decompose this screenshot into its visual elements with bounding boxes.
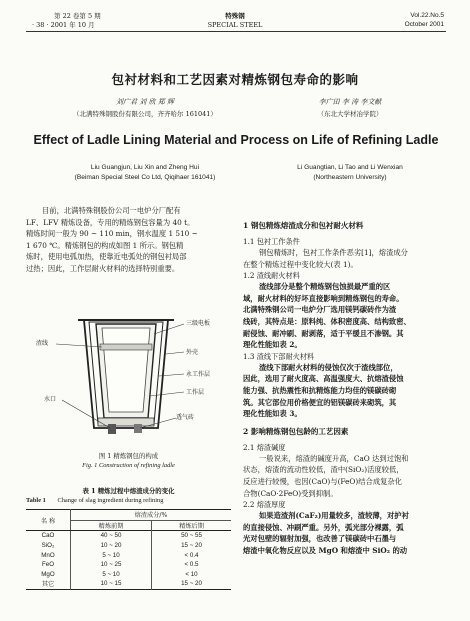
affiliation-cn-left: （北满特殊钢股份有限公司，齐齐哈尔 161041） (73, 110, 217, 118)
text-line: 因此，选用了耐火度高、高温强度大、抗熔渣侵蚀 (243, 374, 404, 384)
label-slag-line: 渣线 (36, 340, 49, 347)
table-header-row (26, 510, 231, 521)
section-1-3-body (243, 362, 446, 420)
text-line: 过热；因此，工作层耐火材料的选择特别重要。 (26, 263, 180, 273)
cell-component: FeO (26, 560, 71, 570)
text-line: 北满特殊钢公司一电炉分厂选用镁钙碳砖作为渣 (243, 305, 397, 315)
label-outer-shell: 外壳 (186, 349, 199, 356)
table-row (26, 560, 231, 570)
text-line: 光对包壁的辐射加强，也改善了镁碳砖中石墨与 (243, 534, 397, 544)
text-line: LF、LFV 精炼设备，专用的精炼钢包容量为 40 t。 (26, 217, 195, 227)
cell-component: CaO (26, 531, 71, 541)
leader-three-level (154, 324, 184, 334)
table-caption-label: Table 1 (26, 497, 46, 504)
table-caption-en (26, 497, 231, 505)
cell-before: 10 ~ 15 (71, 579, 152, 589)
header-rule (26, 31, 446, 32)
section-1-1-heading: 1.1 包衬工作条件 (243, 237, 300, 246)
text-line: 筑。其它部位用价格便宜的铝镁碳砖来砌筑，其 (243, 397, 397, 407)
col-header-before: 精炼前期 (71, 520, 152, 531)
title-en: Effect of Ladle Lining Material and Process on Life of Refining Ladle (33, 133, 439, 147)
table-caption-text: Change of slag ingredient during refining (57, 497, 164, 504)
table-row (26, 541, 231, 551)
text-line: 反应进行较慢，也因(CaO)与(FeO)结合成复杂化 (243, 476, 403, 486)
text-line: 合物(CaO·2FeO)受到抑制。 (243, 488, 338, 498)
figure-caption-cn: 图 1 精炼钢包的构成 (98, 452, 159, 460)
slag-composition-table (26, 509, 231, 590)
cell-before: 10 ~ 25 (71, 560, 152, 570)
label-three-level-brick: 三级电板 (186, 320, 211, 327)
text-line: 渣线部分是整个精炼钢包蚀损最严重的区 (259, 282, 391, 292)
text-line: 能力强、抗热震性和抗精炼能力均佳的镁碳砖砌 (243, 385, 397, 395)
label-permanent-layer: 永工作层 (186, 371, 211, 378)
ladle-cavity (102, 328, 150, 412)
section-2-2-body (243, 510, 446, 556)
breathable-brick-block (134, 424, 142, 433)
section-1-2-heading: 1.2 渣线耐火材料 (243, 271, 300, 281)
table-row (26, 531, 231, 541)
issue-date: October 2001 (404, 21, 444, 28)
page-number-date: · 38 · 2001 年 10 月 (32, 21, 95, 29)
text-line: 渣线下部耐火材料的侵蚀仅次于渣线部位， (259, 362, 398, 372)
journal-name-cn: 特殊钢 (225, 12, 245, 20)
cell-component: MgO (26, 570, 71, 580)
text-line: 的直接侵蚀、冲刷严重。另外，弧光部分裸露，弧 (243, 522, 404, 532)
section-2-2-heading: 2.2 熔渣厚度 (243, 500, 286, 510)
cell-component: MnO (26, 550, 71, 560)
text-line: 一般说来，熔渣的碱度升高，CaO 达到过饱和 (259, 453, 409, 463)
volume-number: Vol.22.No.5 (410, 12, 444, 19)
section-1-2-body (243, 281, 446, 351)
authors-cn-left: 刘广君 刘 欣 郑 辉 (116, 98, 174, 106)
label-working-layer: 工作层 (186, 389, 205, 396)
affiliation-cn-right: （东北大学材冶学院） (317, 110, 383, 118)
text-line: 域，耐火材料的好坏直接影响到精炼钢包的寿命。 (243, 293, 404, 303)
authors-cn-right: 李广田 李 涛 李文献 (318, 98, 382, 106)
intro-paragraph (26, 205, 229, 275)
label-breathable-brick: 透气砖 (176, 414, 195, 421)
slag-line-band (100, 344, 152, 350)
cell-after: 50 ~ 55 (181, 532, 202, 540)
journal-issue: 第 22 卷第 5 期 (54, 12, 101, 20)
cell-after: 15 ~ 20 (181, 580, 202, 588)
col-header-after: 精炼后期 (179, 522, 204, 530)
table-row (26, 570, 231, 580)
title-cn: 包衬材料和工艺因素对精炼钢包寿命的影响 (111, 72, 359, 87)
text-line: 理化性能如表 3。 (243, 409, 302, 419)
text-line: 熔渣中氧化物反应以及 MgO 和熔渣中 SiO₂ 的动 (243, 545, 408, 555)
cell-after: < 10 (185, 570, 198, 578)
cell-before: 40 ~ 50 (71, 531, 152, 541)
section-1-3-heading: 1.3 渣线下部耐火材料 (243, 351, 315, 361)
section-1-heading: 1 钢包精炼熔渣成分和包衬耐火材料 (243, 221, 364, 230)
leader-working-layer (150, 392, 184, 396)
text-line: 状态，熔渣的流动性较低，渣中(SiO₂)活度较低， (243, 465, 404, 475)
cell-after: < 0.4 (184, 551, 199, 559)
table-caption-cn: 表 1 精炼过程中熔渣成分的变化 (82, 487, 175, 495)
authors-en-right: Li Guangtian, Li Tao and Li Wenxian (297, 164, 403, 171)
text-line: 线砖，其特点是：原料纯、体积密度高、结构致密、 (243, 316, 411, 326)
table-row (26, 550, 231, 560)
leader-outer-shell (166, 352, 184, 354)
section-2-heading: 2 影响精炼钢包包龄的工艺因素 (243, 426, 349, 436)
col-header-name: 名 称 (26, 510, 71, 531)
text-line: 1 670 ℃。精炼钢包的构成如图 1 所示。钢包精 (26, 240, 184, 250)
text-line: 钢包精炼时，包衬工作条件恶劣[1]，熔渣成分 (259, 248, 408, 257)
col-header-group: 熔渣成分/% (71, 510, 232, 521)
slag-table-wrapper (26, 509, 231, 590)
figure-caption-en: Fig. 1 Construction of refining ladle (82, 462, 175, 469)
cell-before: 5 ~ 10 (71, 570, 152, 580)
text-line: 在整个精炼过程中变化较大(表 1)。 (243, 259, 358, 269)
label-water-port: 水口 (44, 396, 57, 403)
section-1-1-body (243, 247, 446, 270)
ladle-figure (26, 300, 231, 445)
leader-slag-line (56, 344, 102, 347)
cell-before: 10 ~ 20 (71, 541, 152, 551)
affiliation-en-right: (Northeastern University) (313, 174, 387, 181)
text-line: 目前，北满特殊钢股份公司一电炉分厂配有 (42, 206, 181, 215)
cell-component: 其它 (26, 579, 71, 589)
authors-en-left: Liu Guangjun, Liu Xin and Zheng Hui (90, 164, 200, 171)
ladle-bottom (98, 418, 154, 426)
cell-before: 5 ~ 10 (71, 550, 152, 560)
water-port-nozzle (108, 424, 116, 434)
text-line: 耐侵蚀、耐冲刷、耐剥落，适于平缓且不渗钢。其 (243, 328, 404, 338)
section-2-1-heading: 2.1 熔渣碱度 (243, 442, 286, 452)
text-line: 如果造渣剂(CaF₂)用量较多，渣较薄，对护衬 (259, 511, 409, 521)
text-line: 炼时，使用电弧加热，使靠近电弧处的钢包衬局部 (26, 252, 187, 262)
cell-after: < 0.5 (184, 561, 199, 569)
table-row (26, 579, 231, 589)
cell-after: 15 ~ 20 (181, 542, 202, 550)
text-line: 精炼时间一般为 90 ~ 110 min，钢水温度 1 510 ~ (26, 229, 198, 239)
affiliation-en-left: (Beiman Special Steel Co Ltd, Qiqihaer 161041) (74, 174, 216, 181)
text-line: 理化性能如表 2。 (243, 340, 302, 350)
journal-name-en: SPECIAL STEEL (207, 21, 263, 29)
cell-component: SiO₂ (26, 541, 71, 551)
section-2-1-body (243, 453, 446, 499)
right-column (243, 220, 446, 556)
